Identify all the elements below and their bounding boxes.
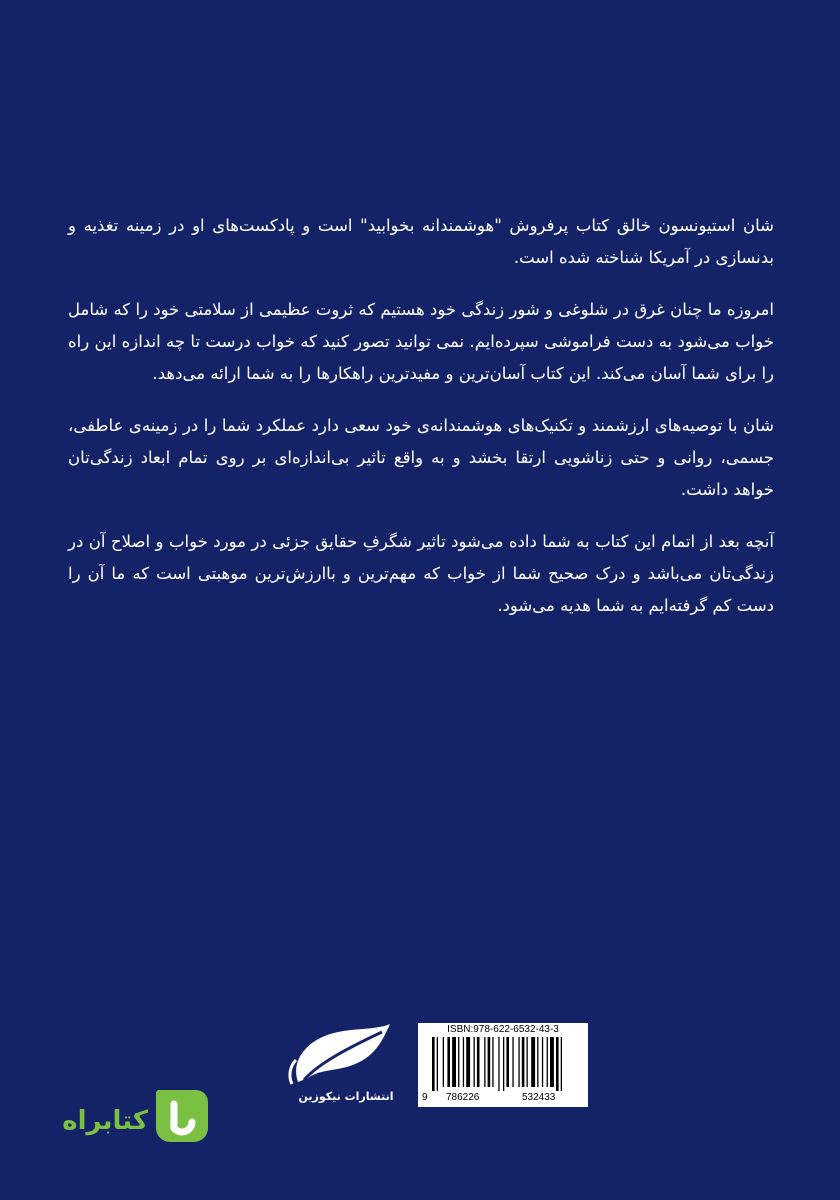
barcode-bar [488,1037,491,1087]
barcode-bar [432,1037,435,1091]
ketabrah-logo-icon [148,1082,214,1148]
barcode-bar [561,1037,562,1091]
barcode-bar [443,1037,444,1087]
publisher-logo [278,1020,408,1112]
barcode-bar [550,1037,554,1087]
barcode-bar [537,1037,538,1087]
description-text [68,210,774,642]
barcode-bar [484,1037,485,1087]
barcode-bar [463,1037,464,1087]
paragraph-author-intro: شان استیونسون خالق کتاب پرفروش "هوشمندانه بخوابید" است و پادکست‌های او در زمینه تغذیه و بدنسازی در آمریکا شناخته شده است. [68,216,774,267]
paragraph-techniques: شان با توصیه‌های ارزشمند و تکنیک‌های هوشمندانه‌ی خود سعی دارد عملکرد شما را در زمینه‌ی عاطفی، جسمی، روانی و حتی زناشویی ارتقا بخشد و به واقع تاثیر بی‌اندازه‌ای بر روی تمام ابعاد زندگی‌تان خواهد داشت. [68,416,774,499]
barcode-bar [518,1037,519,1087]
barcode-bar [527,1037,528,1087]
barcode-bar [437,1037,438,1091]
barcode-bar [452,1037,456,1087]
barcode-bar [556,1037,559,1091]
isbn-barcode [418,1023,588,1107]
publisher-name: انتشارات نیکوزین [298,1090,394,1103]
publisher-leaf-icon [278,1020,408,1090]
barcode-digits-right: 532433 [522,1092,556,1103]
barcode-bar [492,1037,493,1087]
isbn-label: ISBN:978-622-6532-43-3 [447,1024,559,1035]
barcode-bar [512,1037,513,1087]
barcode-bar [498,1037,499,1091]
barcode-bar [522,1037,525,1087]
barcode-bars [418,1037,588,1093]
barcode-bar [547,1037,548,1087]
barcode-bar [474,1037,475,1087]
barcode-bar [503,1037,504,1091]
paragraph-sleep-importance: امروزه ما چنان غرق در شلوغی و شور زندگی خود هستیم که ثروت عظیمی از سلامتی خود را که شامل خواب می‌شود به دست فراموشی سپرده‌ایم. نمی توانید تصور کنید که خواب درست تا چه اندازه این راه را برای شما آسان می‌کند. این کتاب آسان‌ترین و مفیدترین راهکارها را به شما ارائه می‌دهد. [68,300,774,383]
barcode-bar [477,1037,480,1087]
ketabrah-logo-text: کتابراه [62,1106,148,1136]
barcode-bar [466,1037,470,1087]
barcode-bar [531,1037,535,1087]
barcode-bar [506,1037,509,1087]
barcode-bar [542,1037,543,1087]
barcode-bar [458,1037,459,1087]
paragraph-outcome: آنچه بعد از اتمام این کتاب به شما داده می‌شود تاثیر شگرفِ حقایق جزئی در مورد خواب و اصلاح آن در زندگی‌تان می‌باشد و درک صحیح شما از خواب که مهم‌ترین و باارزش‌ترین موهبتی است که ما آن را دست کم گرفته‌ایم به شما هدیه می‌شود. [68,532,774,615]
barcode-digit-first: 9 [422,1092,428,1103]
barcode-bar [447,1037,450,1087]
barcode-digits-left: 786226 [446,1092,480,1103]
